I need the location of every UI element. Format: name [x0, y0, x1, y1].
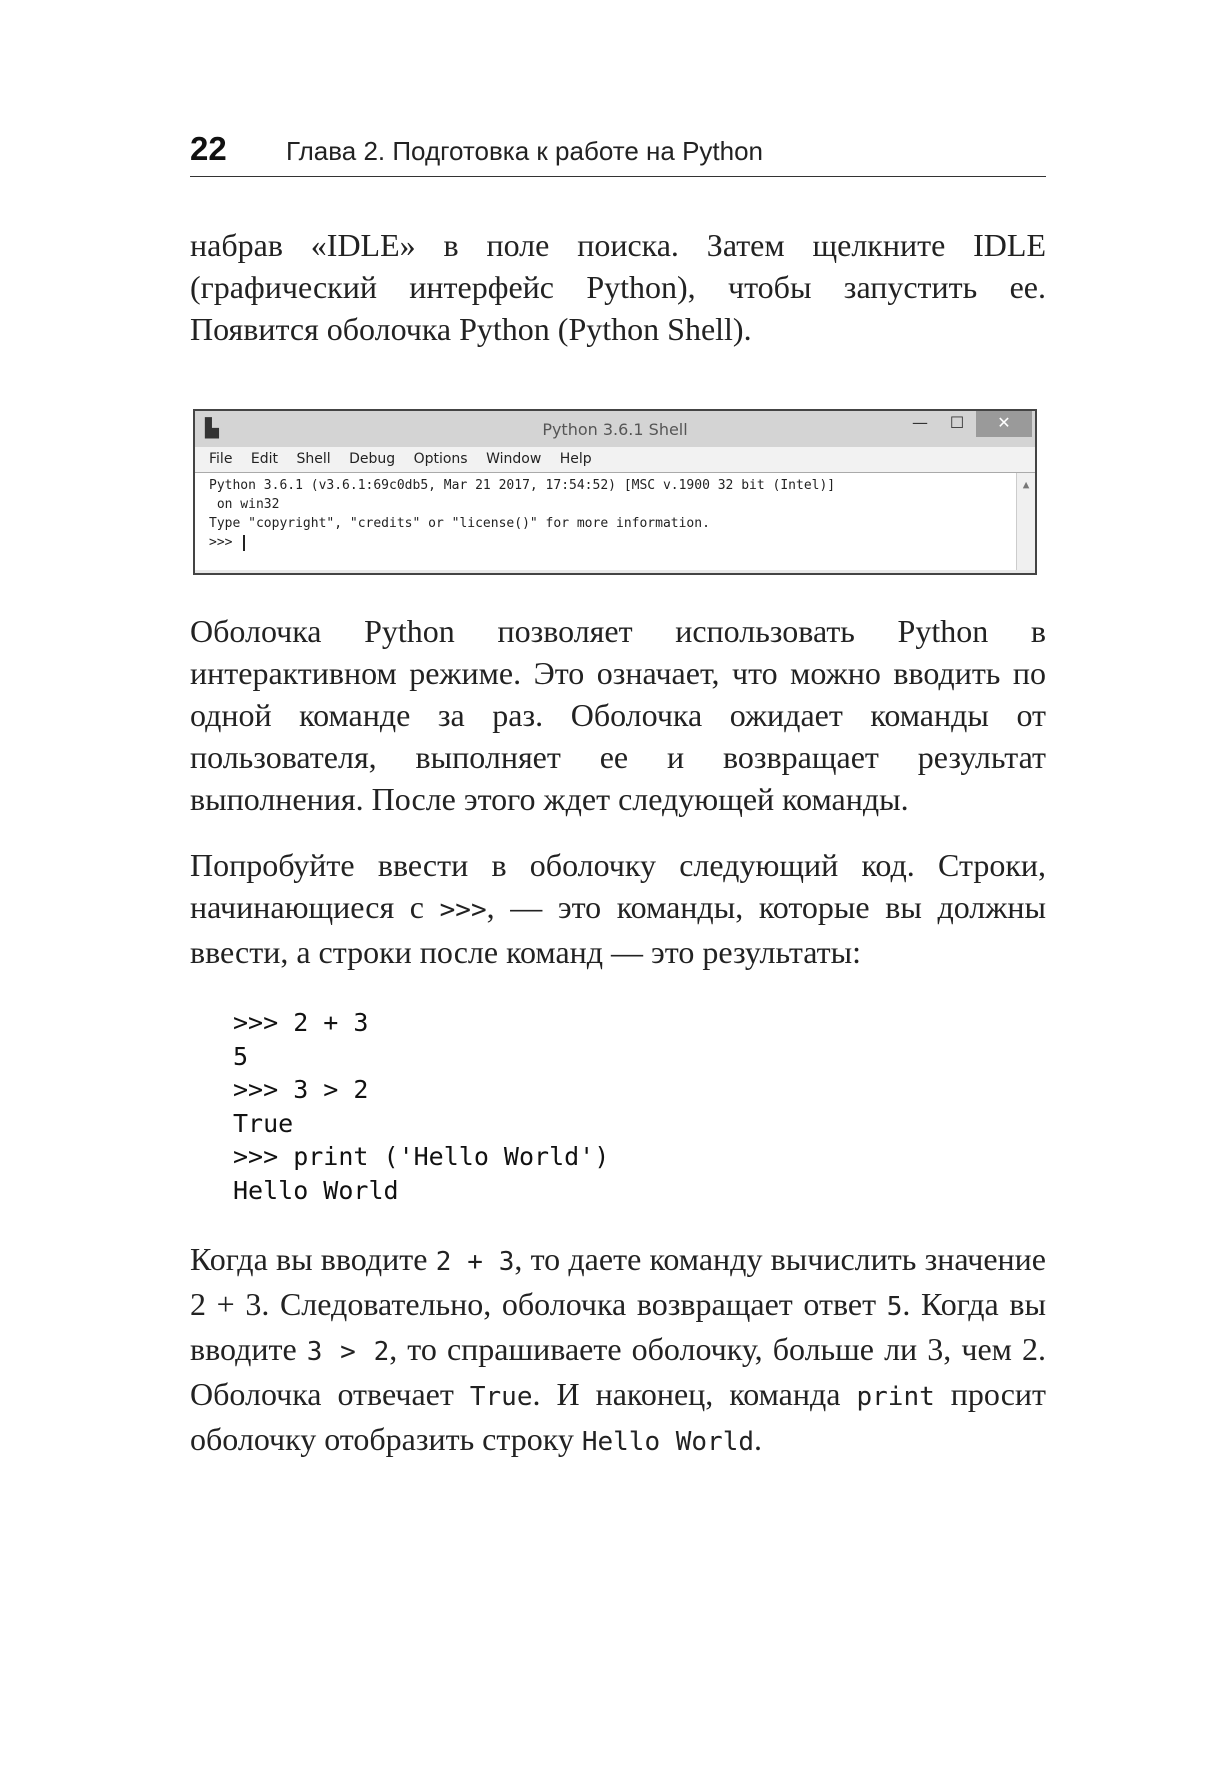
minimize-icon[interactable]: —: [912, 413, 928, 432]
intro-paragraph: набрав «IDLE» в поле поиска. Затем щелкните IDLE (графический интерфейс Python), чтобы запустить ее. Появится оболочка Python (Python Shell).: [190, 227, 1046, 347]
code-line: True: [233, 1108, 294, 1138]
text: Попробуйте ввести в оболочку следующий код. Строки, начинающиеся с: [190, 847, 1046, 925]
code-line: Hello World: [233, 1175, 399, 1205]
code-line: 5: [233, 1041, 249, 1071]
text: . Когда вы вводите: [190, 1286, 1047, 1367]
text: , то спрашиваете оболочку, больше ли 3, чем 2. Оболочка отвечает: [190, 1331, 1046, 1412]
text: .: [754, 1421, 763, 1457]
shell-line: Python 3.6.1 (v3.6.1:69c0db5, Mar 21 2017, 17:54:52) [MSC v.1900 32 bit (Intel)]: [209, 478, 836, 493]
text: Когда вы вводите: [190, 1241, 436, 1277]
menu-options[interactable]: Options: [413, 451, 468, 467]
text: , — это команды, которые вы должны ввести, а строки после команд — это результаты:: [190, 889, 1047, 970]
inline-code: 2 + 3: [435, 1247, 515, 1277]
chapter-title: Глава 2. Подготовка к работе на Python: [286, 136, 764, 166]
text: просит оболочку отобразить строку: [190, 1376, 1047, 1457]
shell-line: on win32: [209, 497, 280, 512]
inline-code: Hello World: [581, 1427, 755, 1457]
window-title: Python 3.6.1 Shell: [542, 420, 688, 439]
menu-window[interactable]: Window: [486, 451, 542, 467]
text: . И наконец, команда: [532, 1376, 857, 1412]
running-header: [190, 128, 1046, 177]
scroll-up-icon[interactable]: ▲: [1022, 478, 1030, 491]
inline-code: 5: [886, 1292, 903, 1322]
close-icon[interactable]: ✕: [976, 411, 1032, 437]
menu-shell[interactable]: Shell: [296, 451, 331, 467]
menu-edit[interactable]: Edit: [250, 451, 279, 467]
window-titlebar: [195, 411, 1035, 447]
inline-code: 3 > 2: [306, 1337, 390, 1367]
code-line: >>> print ('Hello World'): [233, 1142, 610, 1171]
vertical-scrollbar[interactable]: [1016, 473, 1035, 570]
shell-text-area[interactable]: [195, 473, 1035, 570]
inline-code: print: [856, 1382, 935, 1412]
text: , то даете команду вычислить значение 2 + 3. Следовательно, оболочка возвращает ответ: [190, 1241, 1047, 1322]
shell-description-paragraph: Оболочка Python позволяет использовать Python в интерактивном режиме. Это означает, что можно вводить по одной команде за раз. Оболочка ожидает команды от пользователя, выполняет ее и возвращает результат выполнения. После этого ждет следующей команды.: [190, 613, 1046, 817]
explanation-paragraph: [190, 1238, 1046, 1463]
shell-line: Type "copyright", "credits" or "license()" for more information.: [209, 516, 710, 531]
code-line: >>> 2 + 3: [233, 1008, 369, 1037]
maximize-icon[interactable]: ☐: [949, 413, 965, 432]
code-line: >>> 3 > 2: [233, 1075, 369, 1104]
try-code-paragraph: [190, 844, 1046, 973]
inline-code: >>>: [439, 895, 487, 925]
page-number: 22: [190, 130, 227, 167]
menu-debug[interactable]: Debug: [349, 451, 396, 467]
code-example: [233, 1006, 833, 1207]
inline-code: True: [469, 1382, 533, 1412]
menu-bar: [195, 447, 1035, 473]
idle-app-icon: ▙: [205, 418, 219, 439]
shell-prompt: >>>: [209, 535, 241, 550]
menu-help[interactable]: Help: [559, 451, 592, 467]
shell-prompt-line: [209, 533, 1035, 552]
menu-file[interactable]: File: [209, 451, 233, 467]
python-shell-window: [193, 409, 1037, 575]
text-cursor: [243, 535, 245, 551]
